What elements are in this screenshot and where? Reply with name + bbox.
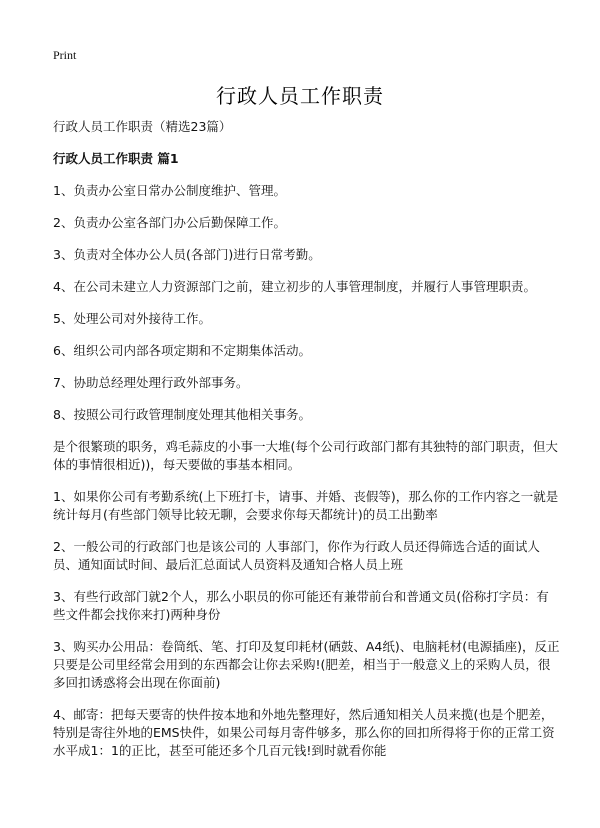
paragraph: 1、负责办公室日常办公制度维护、管理。 [53, 183, 286, 198]
paragraph: 7、协助总经理处理行政外部事务。 [53, 375, 249, 390]
section-heading: 行政人员工作职责 篇1 [53, 151, 179, 166]
paragraph: 是个很繁琐的职务，鸡毛蒜皮的小事一大堆(每个公司行政部门都有其独特的部门职责，但大体的事情很相近))，每天要做的事基本相同。 [53, 439, 558, 472]
paragraph: 1、如果你公司有考勤系统(上下班打卡，请事、并婚、丧假等)，那么你的工作内容之一就是统计每月(有些部门领导比较无聊，会要求你每天都统计)的员工出勤率 [53, 489, 559, 522]
paragraph: 3、负责对全体办公人员(各部门)进行日常考勤。 [53, 247, 321, 262]
paragraph: 4、在公司未建立人力资源部门之前，建立初步的人事管理制度，并履行人事管理职责。 [53, 279, 536, 294]
paragraph: 2、一般公司的行政部门也是该公司的 人事部门，你作为行政人员还得筛选合适的面试人员、通知面试时间、最后汇总面试人员资料及通知合格人员上班 [53, 539, 540, 572]
paragraph: 3、有些行政部门就2个人，那么小职员的你可能还有兼带前台和普通文员(俗称打字员：有些文件都会找你来打)两种身份 [53, 589, 549, 622]
document-subtitle: 行政人员工作职责（精选23篇） [53, 119, 232, 134]
paragraph: 2、负责办公室各部门办公后勤保障工作。 [53, 215, 286, 230]
paragraph: 4、邮寄：把每天要寄的快件按本地和外地先整理好，然后通知相关人员来揽(也是个肥差，特别是寄往外地的EMS快件，如果公司每月寄件够多，那么你的回扣所得将于你的正常工资水平成1：1的正比，甚至可能还多个几百元钱!到时就看你能 [53, 707, 555, 758]
document-body [53, 118, 560, 774]
paragraph: 6、组织公司内部各项定期和不定期集体活动。 [53, 343, 311, 358]
paragraph: 8、按照公司行政管理制度处理其他相关事务。 [53, 407, 311, 422]
document-title: 行政人员工作职责 [216, 84, 384, 108]
paragraph: 3、购买办公用品：卷筒纸、笔、打印及复印耗材(硒鼓、A4纸)、电脑耗材(电源插座)，反正只要是公司里经常会用到的东西都会让你去采购!(肥差，相当于一般意义上的采购人员，很多回扣诱惑将会出现在你面前) [53, 639, 560, 690]
paragraph: 5、处理公司对外接待工作。 [53, 311, 211, 326]
print-link[interactable]: Print [53, 48, 77, 62]
